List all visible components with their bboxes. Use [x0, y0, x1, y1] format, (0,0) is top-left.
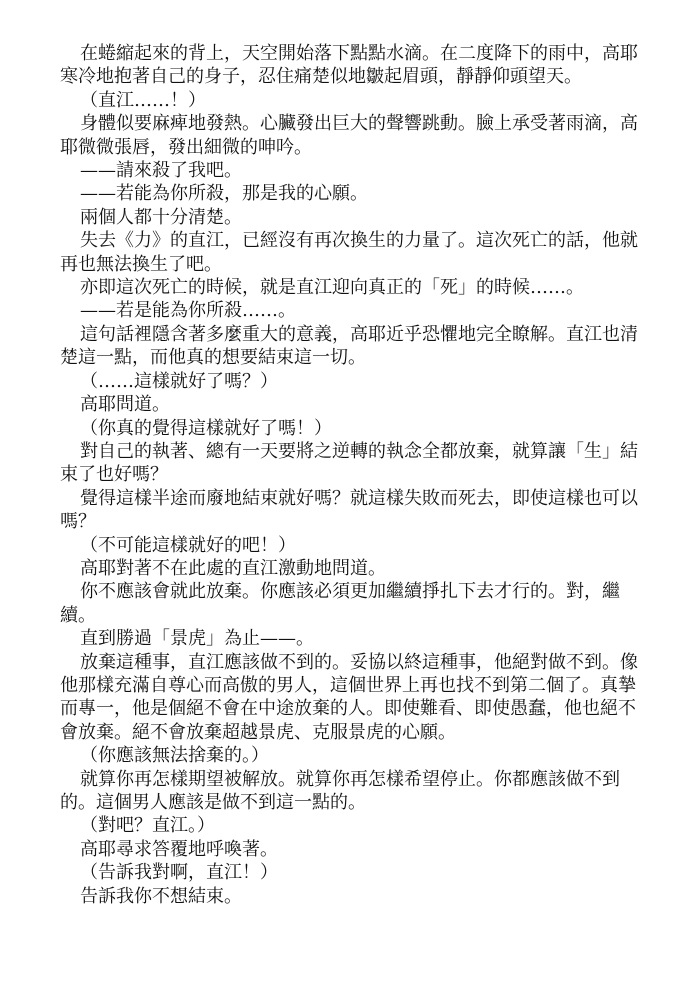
paragraph: （你應該無法捨棄的。） — [80, 745, 269, 767]
paragraph: 高耶尋求答覆地呼喚著。 — [80, 838, 278, 860]
paragraph: （不可能這樣就好的吧！） — [80, 534, 296, 556]
paragraph: （……這樣就好了嗎？） — [80, 370, 278, 392]
paragraph: 在蜷縮起來的背上，天空開始落下點點水滴。在二度降下的雨中，高耶寒冷地抱著自己的身子，忍住痛楚似地皺起眉頭，靜靜仰頭望天。 — [60, 43, 638, 88]
paragraph: 身體似要麻痺地發熱。心臟發出巨大的聲響跳動。臉上承受著雨滴，高耶微微張唇，發出細微的呻吟。 — [60, 113, 638, 158]
paragraph: 失去《力》的直江，已經沒有再次換生的力量了。這次死亡的話，他就再也無法換生了吧。 — [60, 230, 638, 275]
paragraph: （直江……！） — [80, 89, 206, 111]
paragraph: 對自己的執著、總有一天要將之逆轉的執念全都放棄，就算讓「生」結束了也好嗎？ — [60, 440, 638, 486]
paragraph: ——請來殺了我吧。 — [80, 160, 242, 182]
paragraph: 兩個人都十分清楚。 — [80, 206, 242, 228]
paragraph: ——若能為你所殺，那是我的心願。 — [80, 183, 368, 205]
paragraph: ——若是能為你所殺……。 — [80, 300, 296, 322]
paragraph: 直到勝過「景虎」為止——。 — [80, 628, 314, 650]
paragraph: 高耶問道。 — [80, 394, 170, 416]
text-page — [60, 42, 640, 908]
paragraph: （對吧？直江。） — [80, 815, 215, 837]
paragraph: 你不應該會就此放棄。你應該必須更加繼續掙扎下去才行的。對，繼續。 — [60, 581, 620, 626]
paragraph: 高耶對著不在此處的直江激動地問道。 — [80, 557, 386, 579]
paragraph: 這句話裡隱含著多麼重大的意義，高耶近乎恐懼地完全瞭解。直江也清楚這一點，而他真的想要結束這一切。 — [60, 323, 638, 369]
paragraph: 就算你再怎樣期望被解放。就算你再怎樣希望停止。你都應該做不到的。這個男人應該是做不到這一點的。 — [60, 768, 620, 813]
paragraph: （告訴我對啊，直江！） — [80, 862, 278, 884]
paragraph: （你真的覺得這樣就好了嗎！） — [80, 417, 332, 439]
paragraph: 覺得這樣半途而廢地結束就好嗎？就這樣失敗而死去，即使這樣也可以嗎？ — [60, 487, 638, 533]
paragraph: 放棄這種事，直江應該做不到的。妥協以終這種事，他絕對做不到。像他那樣充滿自尊心而高傲的男人，這個世界上再也找不到第二個了。真摯而專一，他是個絕不會在中途放棄的人。即使難看、即使愚蠢，他也絕不會放棄。絕不會放棄超越景虎、克服景虎的心願。 — [60, 651, 638, 743]
paragraph: 亦即這次死亡的時候，就是直江迎向真正的「死」的時候……。 — [80, 277, 584, 299]
paragraph: 告訴我你不想結束。 — [80, 885, 242, 907]
